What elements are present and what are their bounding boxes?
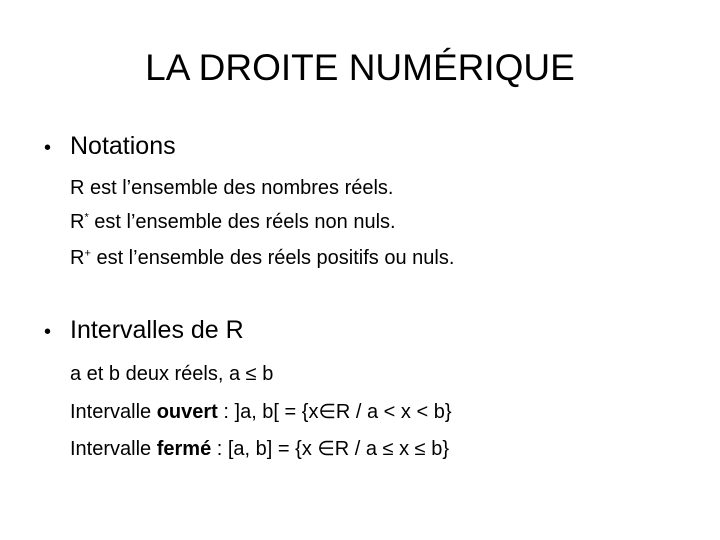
interval-open-formula: : ]a, b[ = {x∈R / a < x < b} <box>217 401 452 423</box>
superscript-star: * <box>84 211 89 224</box>
bullet-heading-notations: Notations <box>70 132 176 160</box>
symbol-r: R <box>70 247 85 269</box>
interval-open-keyword: ouvert <box>156 401 218 423</box>
notation-text: est l’ensemble des réels non nuls. <box>88 211 396 233</box>
interval-closed-formula: : [a, b] = {x ∈R / a ≤ x ≤ b} <box>211 438 450 460</box>
interval-line-closed <box>70 436 449 462</box>
notation-line-reals: R est l’ensemble des nombres réels. <box>70 177 394 199</box>
bullet-marker: • <box>44 321 52 343</box>
bullet-heading-intervals: Intervalles de R <box>70 316 244 344</box>
bullet-notations <box>44 131 176 163</box>
interval-line-definition: a et b deux réels, a ≤ b <box>70 363 274 385</box>
interval-closed-keyword: fermé <box>156 438 212 460</box>
interval-line-open <box>70 399 452 425</box>
interval-prefix: Intervalle <box>70 438 157 460</box>
slide-title: LA DROITE NUMÉRIQUE <box>145 47 575 88</box>
bullet-intervals <box>44 315 244 347</box>
symbol-r: R <box>70 211 85 233</box>
notation-line-nonzero <box>70 209 396 235</box>
superscript-plus: + <box>84 247 91 260</box>
interval-prefix: Intervalle <box>70 401 157 423</box>
notation-line-positive <box>70 245 454 271</box>
notation-text: est l’ensemble des réels positifs ou nuls. <box>90 247 455 269</box>
bullet-marker: • <box>44 137 52 159</box>
